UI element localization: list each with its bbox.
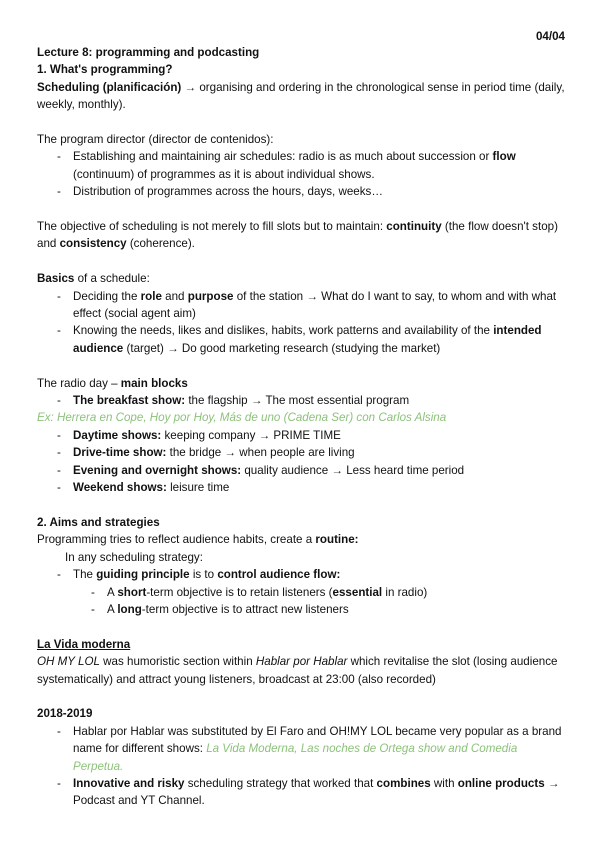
section-heading-aims: 2. Aims and strategies	[37, 515, 160, 529]
radio-day-heading: The radio day – main blocks	[37, 376, 188, 390]
blocks-list-continued	[37, 427, 567, 497]
oh-my-lol-paragraph: OH MY LOL was humoristic section within Hablar por Hablar which revitalise the slot (losing audience systematically) and attract young listeners, broadcast at 23:00 (also recorded)	[37, 655, 558, 686]
strategy-list	[37, 566, 567, 618]
list-item: - Daytime shows: keeping company → PRIME TIME	[37, 427, 567, 444]
la-vida-moderna-heading: La Vida moderna	[37, 637, 131, 651]
basics-heading: Basics of a schedule:	[37, 272, 150, 286]
example-text: Ex: Herrera en Cope, Hoy por Hoy, Más de uno (Cadena Ser) con Carlos Alsina	[37, 411, 447, 425]
list-item: - A long-term objective is to attract new listeners	[37, 601, 567, 618]
basics-list	[37, 288, 567, 358]
objective-paragraph: The objective of scheduling is not merely to fill slots but to maintain: continuity (the flow doesn't stop) and consistency (coherence).	[37, 220, 558, 251]
lecture-title: Lecture 8: programming and podcasting	[37, 46, 260, 59]
aims-paragraph: Programming tries to reflect audience habits, create a routine:	[37, 533, 359, 547]
list-item: - Knowing the needs, likes and dislikes, habits, work patterns and availability of the intended audience (target) → Do good marketing research (studying the market)	[37, 322, 567, 357]
list-item: - Hablar por Hablar was substituted by El Faro and OH!MY LOL became very popular as a brand name for different shows: La Vida Moderna, Las noches de Ortega show and Comedia Perpetua.	[37, 723, 567, 775]
blocks-list	[37, 392, 567, 409]
list-item: - Drive-time show: the bridge → when people are living	[37, 444, 567, 461]
scheduling-definition: Scheduling (planificación) → organising and ordering in the chronological sense in period time (daily, weekly, monthly).	[37, 80, 565, 112]
list-item: - Weekend shows: leisure time	[37, 479, 567, 496]
director-list	[37, 148, 567, 200]
list-item: - A short-term objective is to retain listeners (essential in radio)	[37, 584, 567, 601]
years-list	[37, 723, 567, 810]
document-body	[37, 44, 567, 810]
section-heading-programming: 1. What's programming?	[37, 63, 173, 77]
list-item: - Establishing and maintaining air schedules: radio is as much about succession or flow (continuum) of programmes as it is about individual shows.	[37, 148, 567, 183]
years-heading: 2018-2019	[37, 707, 93, 721]
strategy-line: In any scheduling strategy:	[65, 550, 203, 564]
list-item: - The breakfast show: the flagship → The most essential program	[37, 392, 567, 409]
list-item: - Innovative and risky scheduling strategy that worked that combines with online products → Podcast and YT Channel.	[37, 775, 567, 810]
list-item: - Distribution of programmes across the hours, days, weeks…	[37, 183, 567, 200]
date-label: 04/04	[535, 30, 565, 43]
list-item: - The guiding principle is to control audience flow:	[37, 566, 567, 583]
list-item: - Evening and overnight shows: quality audience → Less heard time period	[37, 462, 567, 479]
program-director-text: The program director (director de contenidos):	[37, 133, 274, 147]
list-item: - Deciding the role and purpose of the station → What do I want to say, to whom and with what effect (social agent aim)	[37, 288, 567, 323]
